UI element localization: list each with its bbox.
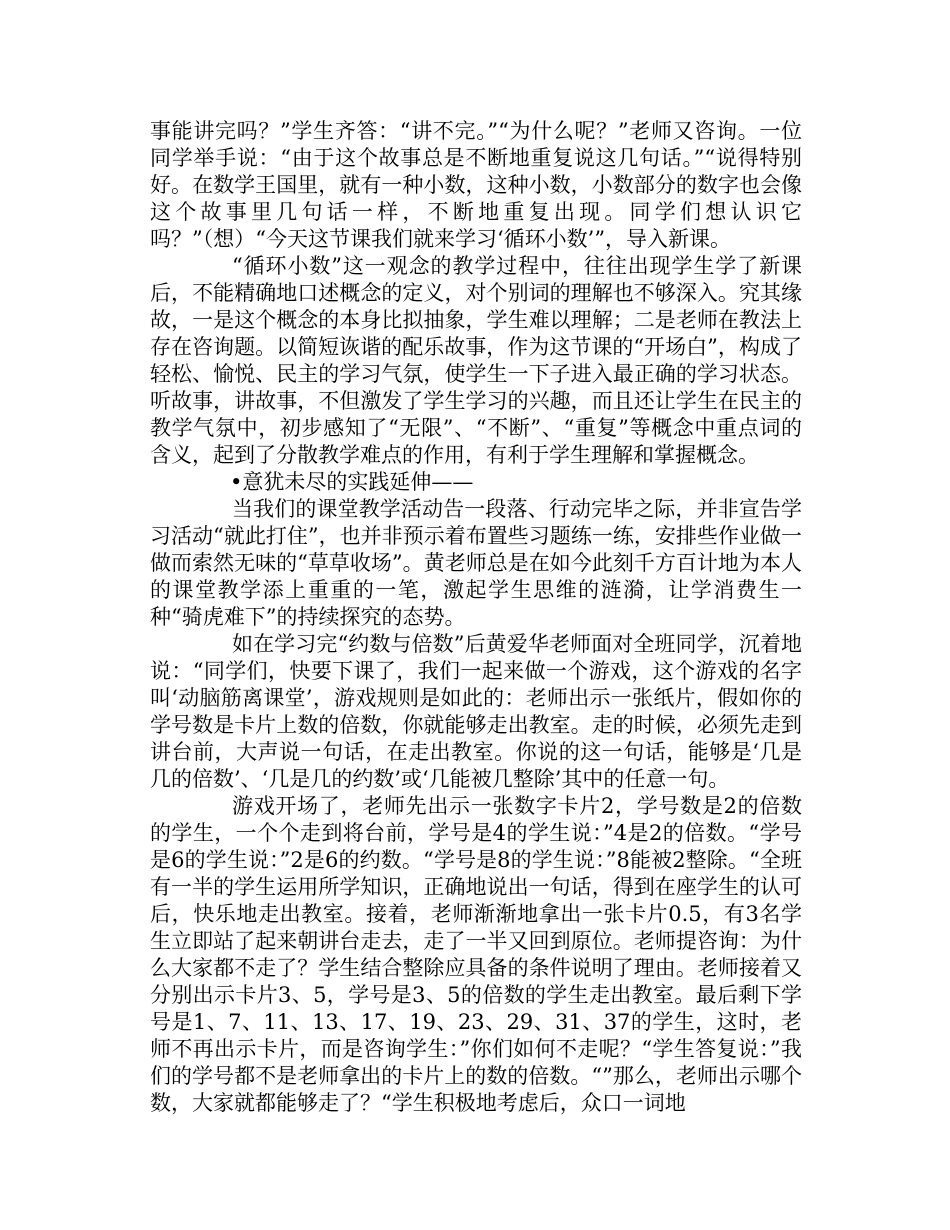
paragraph-4: 如在学习完“约数与倍数”后黄爱华老师面对全班同学，沉着地说：“同学们，快要下课了，我们一起来做一个游戏，这个游戏的名字叫‘动脑筋离课堂’，游戏规则是如此的：老师出示一张纸片，假如你的学号数是卡片上数的倍数，你就能够走出教室。走的时候，必须先走到讲台前，大声说一句话，在走出教室。你说的这一句话，能够是‘几是几的倍数’、‘几是几的约数’或‘几能被几整除’其中的任意一句。 bbox=[150, 632, 802, 791]
paragraph-3: 当我们的课堂教学活动告一段落、行动完毕之际，并非宣告学习活动“就此打住”，也并非预示着布置些习题练一练，安排些作业做一做而索然无味的“草草收场”。黄老师总是在如今此刻千方百计地为本人的课堂教学添上重重的一笔，激起学生思维的涟漪，让学消费生一种“骑虎难下”的持续探究的态势。 bbox=[150, 497, 802, 629]
paragraph-1: 事能讲完吗？”学生齐答：“讲不完。”“为什么呢？”老师又咨询。一位同学举手说：“由于这个故事总是不断地重复说这几句话。”“说得特别好。在数学王国里，就有一种小数，这种小数，小数部分的数字也会像这个故事里几句话一样，不断地重复出现。同学们想认识它吗？”（想）“今天这节课我们就来学习‘循环小数’”，导入新课。 bbox=[150, 119, 802, 251]
paragraph-5: 游戏开场了，老师先出示一张数字卡片2，学号数是2的倍数的学生，一个个走到将台前，学号是4的学生说：”4是2的倍数。“学号是6的学生说：”2是6的约数。“学号是8的学生说：”8能被2整除。“全班有一半的学生运用所学知识，正确地说出一句话，得到在座学生的认可后，快乐地走出教室。接着，老师渐渐地拿出一张卡片0.5，有3名学生立即站了起来朝讲台走去，走了一半又回到原位。老师提咨询：为什么大家都不走了？学生结合整除应具备的条件说明了理由。老师接着又分别出示卡片3、5，学号是3、5的倍数的学生走出教室。最后剩下学号是1、7、11、13、17、19、23、29、31、37的学生，这时，老师不再出示卡片，而是咨询学生：”你们如何不走呢？“学生答复说：”我们的学号都不是老师拿出的卡片上的数的倍数。“”那么，老师出示哪个数，大家就都能够走了？“学生积极地考虑后，众口一词地 bbox=[150, 794, 802, 1115]
section-heading-bullet: •意犹未尽的实践延伸—— bbox=[230, 470, 474, 494]
document-page bbox=[150, 118, 802, 1117]
paragraph-2: “循环小数”这一观念的教学过程中，往往出现学生学了新课后，不能精确地口述概念的定义，对个别词的理解也不够深入。究其缘故，一是这个概念的本身比拟抽象，学生难以理解；二是老师在教法上存在咨询题。以简短诙谐的配乐故事，作为这节课的“开场白”，构成了轻松、愉悦、民主的学习气氛，使学生一下子进入最正确的学习状态。听故事，讲故事，不但激发了学生学习的兴趣，而且还让学生在民主的教学气氛中，初步感知了“无限”、“不断”、“重复”等概念中重点词的含义，起到了分散教学难点的作用，有利于学生理解和掌握概念。 bbox=[150, 254, 802, 467]
